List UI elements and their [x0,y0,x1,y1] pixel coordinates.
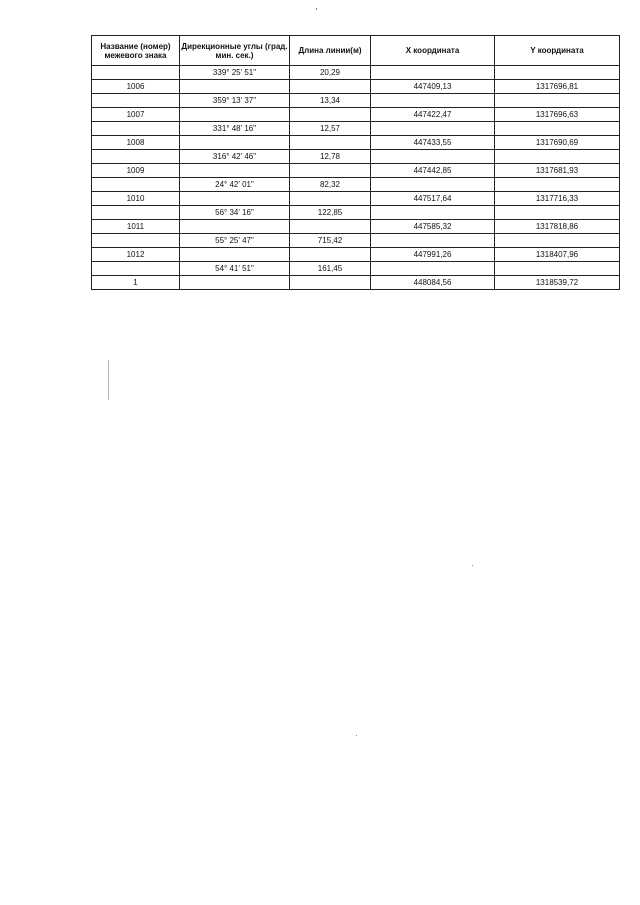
cell-name [92,94,180,108]
cell-name: 1012 [92,248,180,262]
point-row [92,220,620,234]
cell-y: 1318407,96 [495,248,620,262]
cell-length [290,248,371,262]
cell-angle [180,276,290,290]
cell-x [371,66,495,80]
header-angle: Дирекционные углы (град. мин. сек.) [180,36,290,66]
cell-y [495,262,620,276]
boundary-coordinates-table [91,35,620,290]
cell-x [371,122,495,136]
segment-row [92,150,620,164]
point-row [92,136,620,150]
point-row [92,192,620,206]
cell-y: 1317681,93 [495,164,620,178]
cell-y: 1318539,72 [495,276,620,290]
cell-angle: 24° 42' 01" [180,178,290,192]
cell-angle: 56° 34' 16" [180,206,290,220]
table-body [92,66,620,290]
cell-y [495,94,620,108]
cell-y: 1317818,86 [495,220,620,234]
cell-length [290,220,371,234]
cell-y [495,178,620,192]
header-length: Длина линии(м) [290,36,371,66]
cell-length [290,108,371,122]
scan-speck [316,8,317,10]
cell-x [371,234,495,248]
cell-name: 1007 [92,108,180,122]
cell-x [371,206,495,220]
cell-x: 447422,47 [371,108,495,122]
cell-x: 447409,13 [371,80,495,94]
cell-y: 1317696,81 [495,80,620,94]
cell-y [495,234,620,248]
cell-angle [180,80,290,94]
cell-y: 1317696,63 [495,108,620,122]
cell-x: 447991,26 [371,248,495,262]
cell-angle: 331° 48' 16" [180,122,290,136]
cell-angle [180,108,290,122]
cell-y [495,122,620,136]
cell-name: 1008 [92,136,180,150]
cell-x [371,178,495,192]
scan-speck [472,565,473,566]
cell-x: 447585,32 [371,220,495,234]
cell-x: 447442,85 [371,164,495,178]
point-row [92,248,620,262]
cell-name: 1011 [92,220,180,234]
header-y: Y координата [495,36,620,66]
cell-length [290,276,371,290]
segment-row [92,234,620,248]
segment-row [92,66,620,80]
cell-angle: 55° 25' 47" [180,234,290,248]
cell-length: 12,57 [290,122,371,136]
cell-x: 448084,56 [371,276,495,290]
cell-length: 12,78 [290,150,371,164]
cell-x [371,94,495,108]
segment-row [92,178,620,192]
cell-name: 1 [92,276,180,290]
cell-y [495,206,620,220]
cell-angle: 54° 41' 51" [180,262,290,276]
table-header-row [92,36,620,66]
cell-name: 1009 [92,164,180,178]
cell-length: 122,85 [290,206,371,220]
cell-name [92,234,180,248]
cell-x [371,262,495,276]
cell-length: 20,29 [290,66,371,80]
cell-x: 447517,64 [371,192,495,206]
cell-angle: 316° 42' 46" [180,150,290,164]
cell-length [290,192,371,206]
cell-y: 1317690,69 [495,136,620,150]
cell-angle [180,220,290,234]
cell-y [495,150,620,164]
cell-angle: 339° 25' 51" [180,66,290,80]
cell-name: 1006 [92,80,180,94]
header-x: X координата [371,36,495,66]
cell-angle [180,192,290,206]
scan-speck [108,360,109,400]
cell-name [92,262,180,276]
header-name: Название (номер) межевого знака [92,36,180,66]
cell-name [92,66,180,80]
segment-row [92,206,620,220]
point-row [92,80,620,94]
point-row [92,164,620,178]
cell-name [92,150,180,164]
cell-length [290,136,371,150]
point-row [92,108,620,122]
cell-y [495,66,620,80]
cell-angle [180,136,290,150]
cell-length: 161,45 [290,262,371,276]
cell-length [290,80,371,94]
cell-name: 1010 [92,192,180,206]
cell-angle [180,164,290,178]
cell-name [92,178,180,192]
cell-length: 13,34 [290,94,371,108]
segment-row [92,122,620,136]
cell-name [92,206,180,220]
cell-angle [180,248,290,262]
cell-x [371,150,495,164]
cell-name [92,122,180,136]
cell-length: 82,32 [290,178,371,192]
cell-length [290,164,371,178]
cell-y: 1317716,33 [495,192,620,206]
scan-speck [356,735,357,736]
segment-row [92,94,620,108]
cell-x: 447433,55 [371,136,495,150]
cell-length: 715,42 [290,234,371,248]
cell-angle: 359° 13' 37" [180,94,290,108]
point-row [92,276,620,290]
segment-row [92,262,620,276]
